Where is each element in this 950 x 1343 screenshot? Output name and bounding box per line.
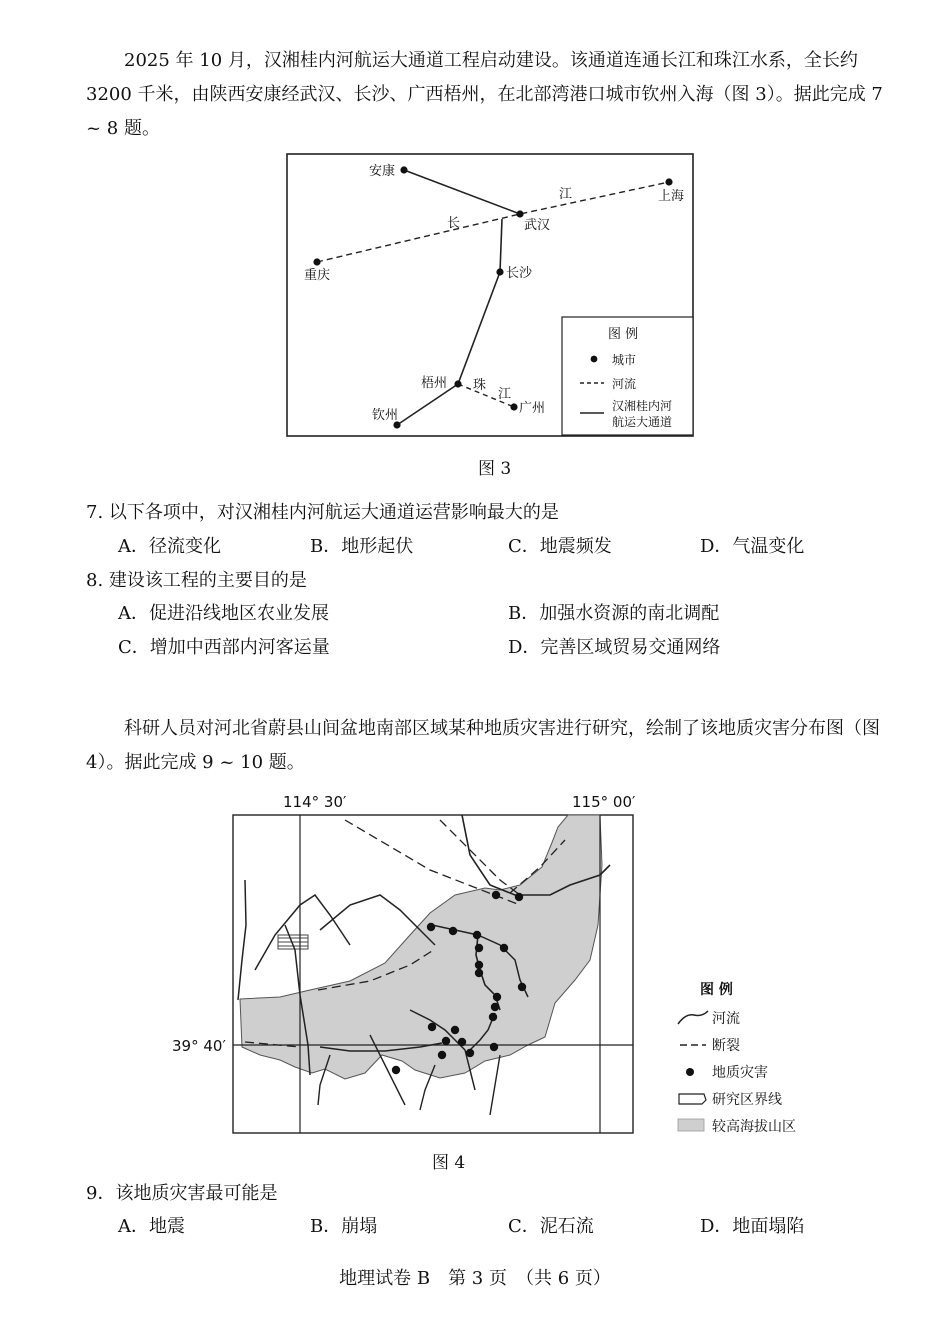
legend-mountain-label: 较高海拔山区 [712,1119,796,1135]
intro-text-1: 2025 年 10 月，汉湘桂内河航运大通道工程启动建设。该通道连通长江和珠江水系，全长约 3200 千米，由陕西安康经武汉、长沙、广西梧州，在北部湾港口城市钦州入海（图 3）。据此完成 7 ~ 8 题。 [86,50,883,139]
legend-river-label: 河流 [612,377,637,391]
hazard-point [427,923,435,931]
city-label-wuhan: 武汉 [524,218,551,233]
figure-4-legend-title: 图 例 [700,982,733,998]
city-dot-guangzhou [510,403,517,410]
legend-river-symbol-4 [678,1011,708,1024]
question-9-option-d: D．地面塌陷 [700,1216,805,1237]
figure-3-map [286,153,696,438]
legend-channel-label-1: 汉湘桂内河 [612,399,673,413]
question-8-option-c: C．增加中西部内河客运量 [118,637,330,658]
city-dot-changsha [496,268,503,275]
city-label-qinzhou: 钦州 [372,408,399,423]
hazard-point [392,1066,400,1074]
legend-river-label-4: 河流 [712,1011,740,1027]
river-label-zhu: 珠 [473,378,487,393]
legend-fault-label: 断裂 [712,1038,740,1054]
question-8-option-b: B．加强水资源的南北调配 [508,603,720,624]
city-dot-wuzhou [454,380,461,387]
question-7-option-d: D．气温变化 [700,536,805,557]
city-dot-ankang [400,166,407,173]
figure-3-caption: 图 3 [478,459,512,479]
question-9-option-b: B．崩塌 [310,1216,378,1237]
hazard-point [489,1013,497,1021]
hazard-point [442,1037,450,1045]
hazard-point [428,1023,436,1031]
city-dot-chongqing [313,258,320,265]
river-label-chang: 长 [447,216,461,231]
hazard-point [491,1003,499,1011]
intro-text-2: 科研人员对河北省蔚县山间盆地南部区域某种地质灾害进行研究，绘制了该地质灾害分布图（图 4）。据此完成 9 ~ 10 题。 [86,718,880,773]
hazard-point [493,993,501,1001]
longitude-label-2: 115° 00′ [572,793,636,811]
figure-4-map [170,785,810,1140]
legend-mountain-symbol [678,1119,704,1131]
legend-boundary-label: 研究区界线 [712,1092,782,1108]
legend-channel-label-2: 航运大通道 [612,415,673,429]
city-label-changsha: 长沙 [506,266,533,281]
city-dot-wuhan [516,210,523,217]
hazard-point [451,1026,459,1034]
legend-city-label: 城市 [612,353,637,367]
intro-paragraph-1 [86,44,898,146]
question-9-option-c: C．泥石流 [508,1216,594,1237]
latitude-label: 39° 40′ [172,1037,226,1055]
legend-hazard-symbol [686,1068,694,1076]
hazard-point [475,961,483,969]
question-7-option-a: A．径流变化 [118,536,221,557]
legend-city-symbol [591,356,598,363]
city-label-chongqing: 重庆 [304,268,331,283]
legend-boundary-symbol [679,1094,706,1104]
city-label-wuzhou: 梧州 [421,376,448,391]
hazard-point [466,1049,474,1057]
hazard-point [458,1038,466,1046]
question-7-option-b: B．地形起伏 [310,536,414,557]
legend-hazard-label: 地质灾害 [712,1065,768,1081]
question-9-option-a: A．地震 [118,1216,185,1237]
question-7-option-c: C．地震频发 [508,536,612,557]
question-7-stem: 7. 以下各项中，对汉湘桂内河航运大通道运营影响最大的是 [86,502,559,523]
hazard-point [449,927,457,935]
question-9-stem: 9．该地质灾害最可能是 [86,1183,278,1204]
hazard-point [492,891,500,899]
city-dot-shanghai [665,178,672,185]
figure-4-caption: 图 4 [432,1153,466,1173]
intro-paragraph-2 [86,712,898,780]
city-label-shanghai: 上海 [658,189,685,204]
hazard-point [518,983,526,991]
figure-3-legend-title: 图 例 [608,327,639,342]
hazard-point [473,931,481,939]
hazard-point [475,944,483,952]
hazard-point [500,944,508,952]
question-8-option-d: D．完善区域贸易交通网络 [508,637,721,658]
hazard-point [438,1051,446,1059]
question-8-option-a: A．促进沿线地区农业发展 [118,603,329,624]
city-label-ankang: 安康 [369,164,396,179]
hazard-point [475,969,483,977]
city-label-guangzhou: 广州 [519,401,546,416]
longitude-label-1: 114° 30′ [283,793,347,811]
river-label-jiang-1: 江 [559,187,573,202]
river-label-jiang-2: 江 [498,387,512,402]
hazard-point [490,1043,498,1051]
page-footer: 地理试卷 B 第 3 页 （共 6 页） [339,1268,611,1289]
hazard-point [515,893,523,901]
question-8-stem: 8. 建设该工程的主要目的是 [86,570,307,591]
